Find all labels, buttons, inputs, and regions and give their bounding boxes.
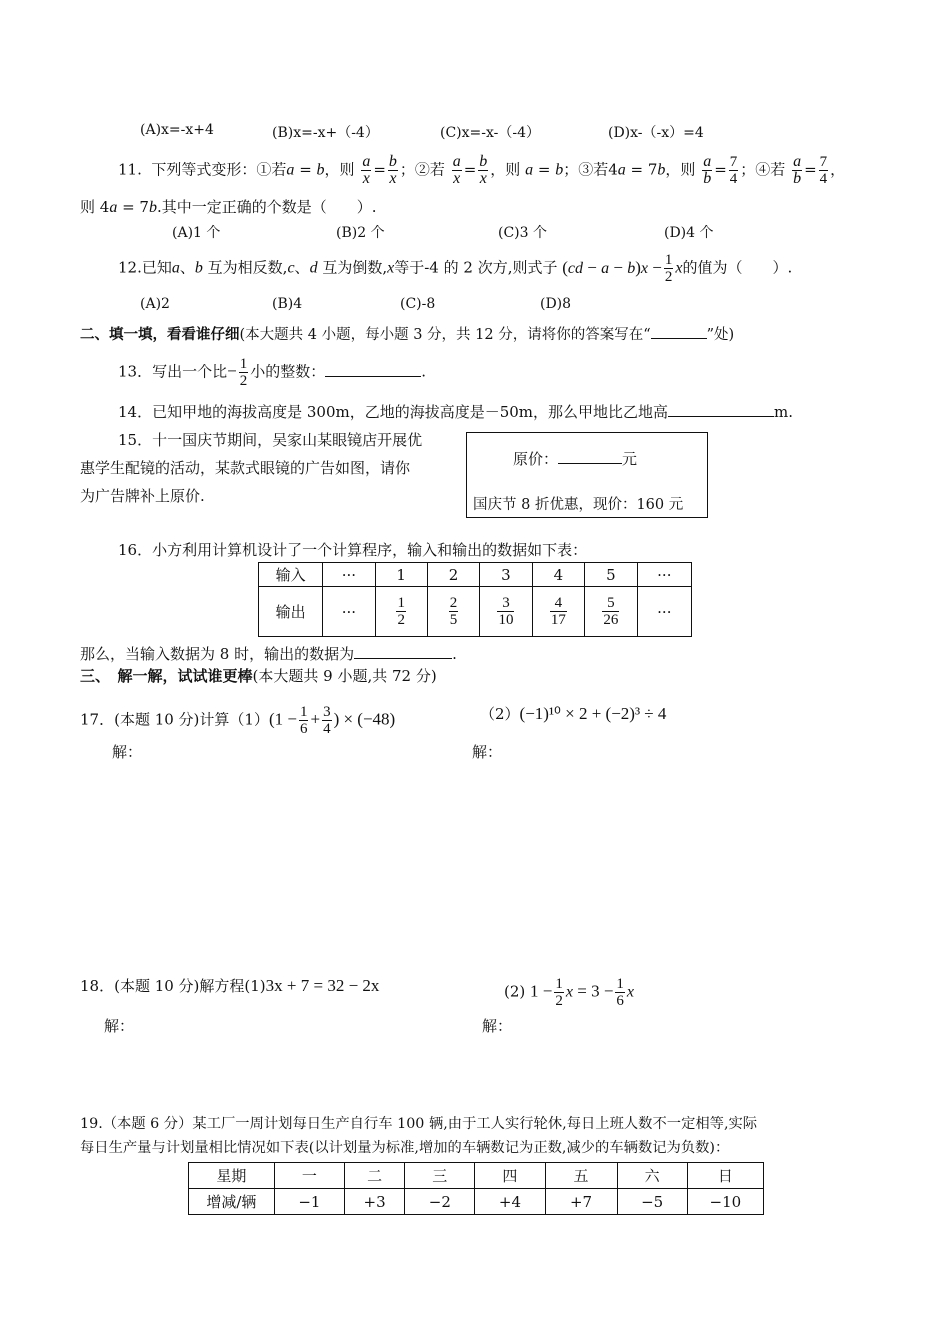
q11-option-c: (C)3 个: [498, 225, 547, 241]
table-cell: 四: [475, 1163, 545, 1189]
q16-conclusion: 那么，当输入数据为 8 时，输出的数据为 .: [80, 642, 457, 664]
advertisement-board: [466, 432, 708, 518]
q10-option-a: (A)x=-x+4: [140, 122, 214, 138]
q18-solve-1: 解：: [104, 1017, 135, 1035]
q19-line2: 每日生产量与计划量相比情况如下表(以计划量为标准,增加的车辆数记为正数,减少的车辆数记为负数)：: [80, 1140, 730, 1156]
q16-io-table: [258, 562, 692, 637]
q18-part2: (2) 1 − $\frac{1}{2}$ x = 3 − $\frac{1}{6}$ x: [504, 976, 635, 1009]
q19-table: [188, 1162, 764, 1215]
q17-solve-1: 解：: [112, 743, 143, 761]
q19-line1: 19.（本题 6 分）某工厂一周计划每日生产自行车 100 辆,由于工人实行轮休,每日上班人数不一定相等,实际: [80, 1116, 758, 1132]
q17-line: 17．(本题 10 分)计算（1）(1 − $\frac{1}{6}$ + $\frac{3}{4}$ ) × (−48): [80, 704, 396, 737]
table-cell: +4: [475, 1189, 545, 1215]
table-cell: +3: [344, 1189, 404, 1215]
table-header: 输出: [259, 587, 323, 637]
q14-line: 14．已知甲地的海拔高度是 300m，乙地的海拔高度是－50m，那么甲地比乙地高 m.: [118, 400, 793, 422]
q11-line1: 11. 下列等式变形：①若a = b，则 $\frac{a}{x}$ = $\frac{b}{x}$ ；②若 $\frac{a}{x}$ = $\frac{b}{x}$ ，则 a = b；③若4a = 7b，则 $\frac{a}{b}$ = $\frac{7}{4}$ ；④若 $\frac{a}{b}$ = $\frac{7}{4}$ ，: [118, 153, 846, 187]
q17-part2: （2）(−1)¹⁰ × 2 + (−2)³ ÷ 4: [480, 704, 667, 723]
table-header: 增减/辆: [189, 1189, 275, 1215]
table-header: 星期: [189, 1163, 275, 1189]
q19-header-row: [189, 1163, 764, 1189]
table-cell: 六: [617, 1163, 687, 1189]
table-cell: 三: [405, 1163, 475, 1189]
table-cell: ···: [323, 587, 375, 637]
table-cell: $\frac{1}{2}$: [375, 587, 427, 637]
q18-solve-2: 解：: [482, 1017, 513, 1035]
table-cell: 3: [480, 563, 532, 587]
section3-header: 三、 解一解，试试谁更棒(本大题共 9 小题,共 72 分): [80, 667, 437, 685]
q15-line3: 为广告牌补上原价.: [80, 487, 205, 505]
table-cell: 1: [375, 563, 427, 587]
q16-input-row: [259, 563, 692, 587]
q11-option-d: (D)4 个: [664, 225, 714, 241]
q11-option-b: (B)2 个: [336, 225, 385, 241]
table-cell: −10: [687, 1189, 763, 1215]
q15-line1: 15．十一国庆节期间，吴家山某眼镜店开展优: [118, 431, 423, 449]
table-cell: ···: [323, 563, 375, 587]
q18-line: 18．(本题 10 分)解方程(1)3x + 7 = 32 − 2x: [80, 976, 380, 995]
q12-option-d: (D)8: [540, 296, 572, 312]
table-cell: −2: [405, 1189, 475, 1215]
ad-original-price: 原价： 元: [513, 447, 637, 469]
q10-option-c: (C)x=-x-（-4）: [440, 125, 541, 141]
section2-header: 二、填一填，看看谁仔细(本大题共 4 小题，每小题 3 分，共 12 分，请将你的答案写在“ ”处): [80, 322, 734, 345]
table-cell: ···: [637, 563, 691, 587]
ad-promotion: 国庆节 8 折优惠，现价：160 元: [473, 497, 684, 513]
q12-option-a: (A)2: [140, 296, 170, 312]
table-header: 输入: [259, 563, 323, 587]
table-cell: $\frac{2}{5}$: [427, 587, 479, 637]
table-cell: ···: [637, 587, 691, 637]
q12-option-b: (B)4: [272, 296, 303, 312]
q10-option-b: (B)x=-x+（-4）: [272, 125, 379, 141]
q12-option-c: (C)-8: [400, 296, 436, 312]
table-cell: $\frac{5}{26}$: [585, 587, 637, 637]
table-cell: 一: [274, 1163, 344, 1189]
table-cell: −5: [617, 1189, 687, 1215]
table-cell: $\frac{4}{17}$: [532, 587, 584, 637]
table-cell: 五: [545, 1163, 617, 1189]
table-cell: +7: [545, 1189, 617, 1215]
q13-line: 13．写出一个比− $\frac{1}{2}$ 小的整数： .: [118, 356, 426, 389]
q10-option-d: (D)x-（-x）=4: [608, 125, 704, 141]
table-cell: −1: [274, 1189, 344, 1215]
q11-option-a: (A)1 个: [172, 225, 221, 241]
table-cell: 4: [532, 563, 584, 587]
table-cell: $\frac{3}{10}$: [480, 587, 532, 637]
table-cell: 5: [585, 563, 637, 587]
q15-line2: 惠学生配镜的活动，某款式眼镜的广告如图，请你: [80, 459, 411, 477]
table-cell: 二: [344, 1163, 404, 1189]
q16-line: 16．小方利用计算机设计了一个计算程序，输入和输出的数据如下表：: [118, 541, 588, 559]
q11-line2: 则 4a = 7b.其中一定正确的个数是（ ）.: [80, 198, 377, 216]
q19-data-row: [189, 1189, 764, 1215]
q12-line: 12.已知a、b 互为相反数,c、d 互为倒数,x等于-4 的 2 次方,则式子 (cd − a − b)x − $\frac{1}{2}$ x的值为（ ）.: [118, 252, 793, 285]
q16-output-row: [259, 587, 692, 637]
table-cell: 日: [687, 1163, 763, 1189]
q17-solve-2: 解：: [472, 743, 503, 761]
table-cell: 2: [427, 563, 479, 587]
